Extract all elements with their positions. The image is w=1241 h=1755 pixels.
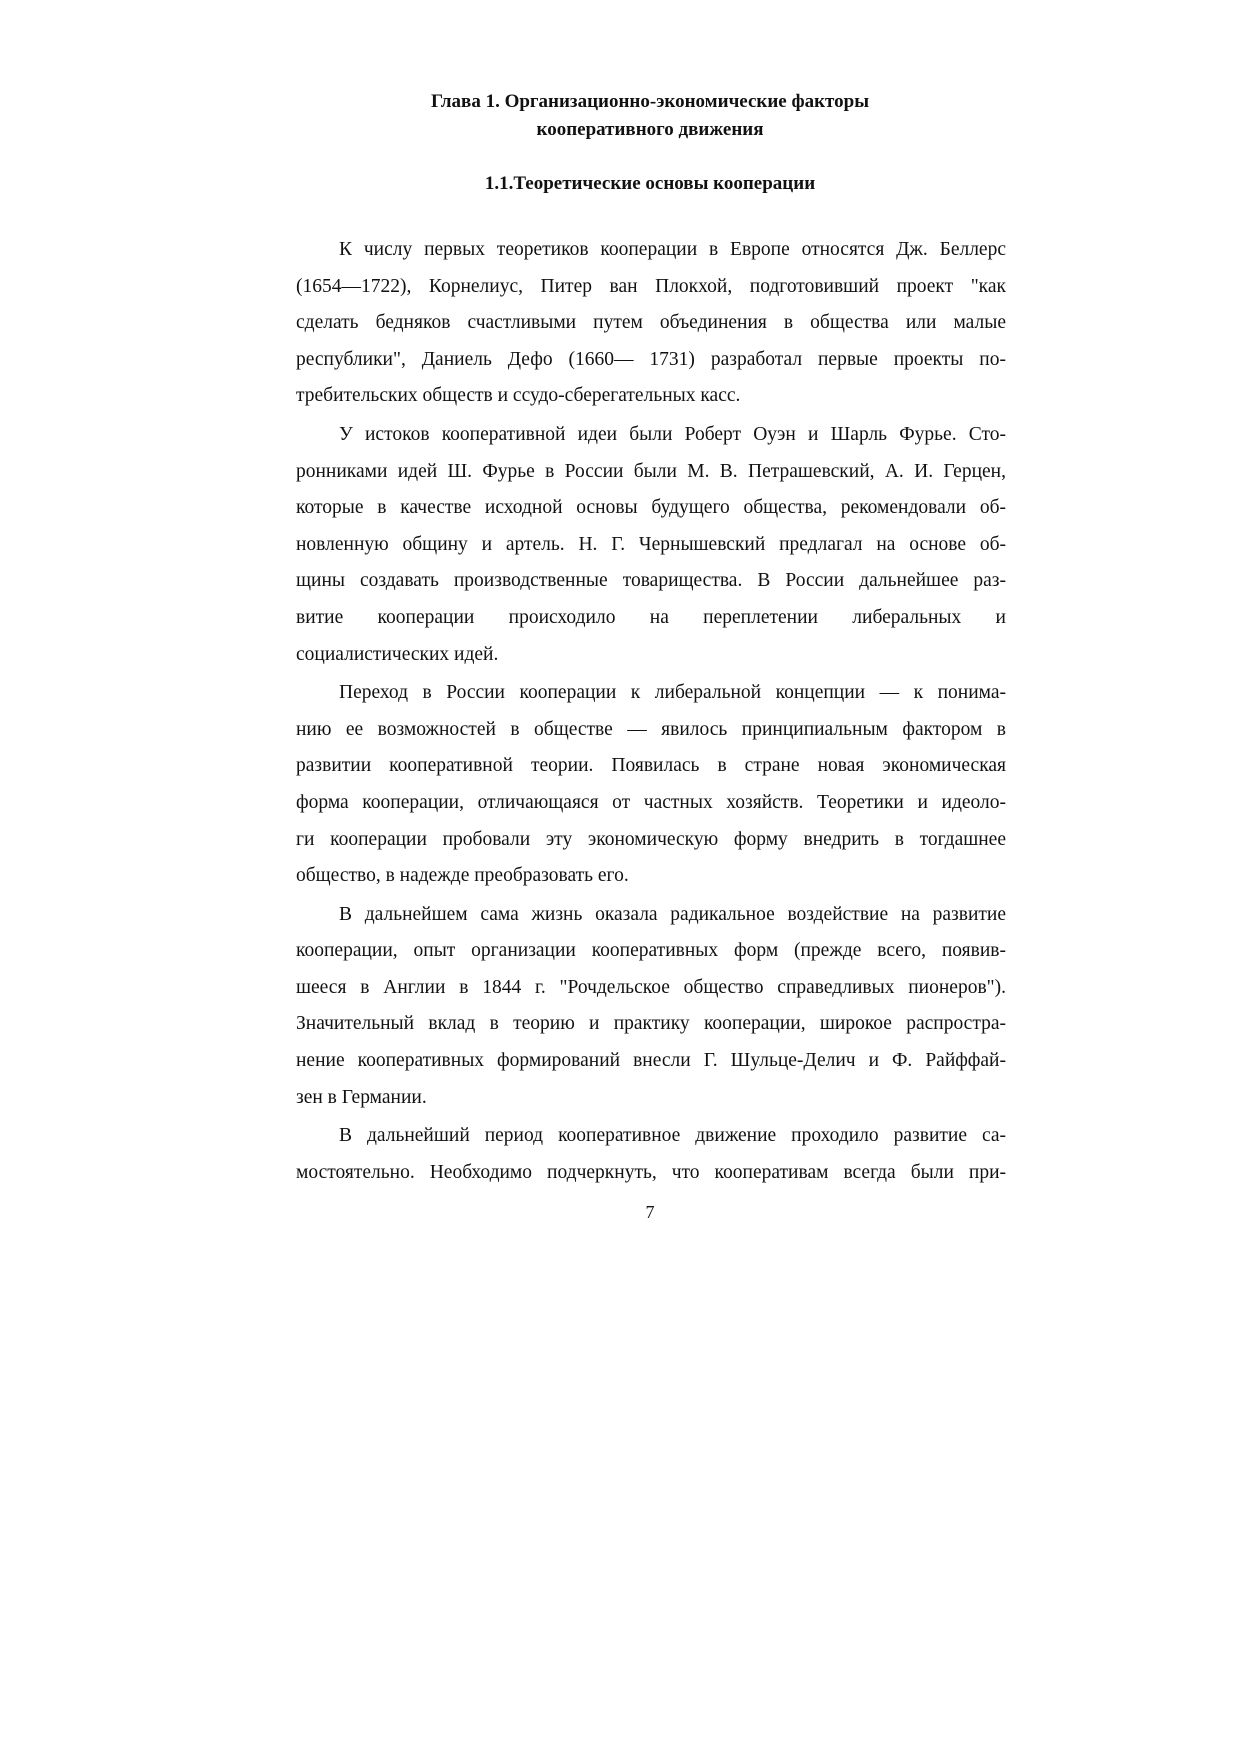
text-line: общество, в надежде преобразовать его. — [296, 865, 629, 887]
text-line: новленную общину и артель. Н. Г. Чернышевский предлагал на основе об- — [296, 533, 1006, 555]
text-line: требительских обществ и ссудо-сберегательных касс. — [296, 385, 741, 407]
text-line: нение кооперативных формирований внесли Г. Шульце-Делич и Ф. Райффай- — [296, 1050, 1006, 1072]
text-line: У истоков кооперативной идеи были Роберт Оуэн и Шарль Фурье. Сто- — [339, 423, 1006, 445]
page-number: 7 — [645, 1202, 655, 1222]
text-line: шееся в Англии в 1844 г. "Рочдельское общество справедливых пионеров"). — [296, 976, 1006, 998]
chapter-title — [290, 88, 1010, 144]
text-line: ги кооперации пробовали эту экономическую форму внедрить в тогдашнее — [296, 828, 1006, 850]
text-line: зен в Германии. — [296, 1086, 427, 1108]
chapter-title-line: Глава 1. Организационно-экономические факторы — [430, 91, 870, 112]
text-line: (1654—1722), Корнелиус, Питер ван Плокхой, подготовивший проект "как — [296, 275, 1006, 297]
text-line: социалистических идей. — [296, 643, 499, 665]
text-line: К числу первых теоретиков кооперации в Европе относятся Дж. Беллерс — [339, 239, 1006, 260]
text-line: щины создавать производственные товарищества. В России дальнейшее раз- — [296, 570, 1006, 592]
text-line: витие кооперации происходило на переплетении либеральных и — [296, 606, 1006, 628]
text-line: развитии кооперативной теории. Появилась в стране новая экономическая — [296, 755, 1006, 777]
paragraph — [296, 417, 1006, 673]
text-line: В дальнейший период кооперативное движение проходило развитие са- — [339, 1125, 1006, 1147]
text-line: В дальнейшем сама жизнь оказала радикальное воздействие на развитие — [339, 903, 1006, 925]
paragraph — [296, 1118, 1006, 1191]
paragraph — [296, 675, 1006, 895]
text-line: Переход в России кооперации к либеральной концепции — к понима- — [339, 682, 1006, 704]
text-line: республики", Даниель Дефо (1660— 1731) разработал первые проекты по- — [296, 348, 1006, 370]
text-line: которые в качестве исходной основы будущего общества, рекомендовали об- — [296, 497, 1006, 519]
text-line: Значительный вклад в теорию и практику кооперации, широкое распростра- — [296, 1013, 1006, 1035]
text-line: форма кооперации, отличающаяся от частных хозяйств. Теоретики и идеоло- — [296, 791, 1006, 813]
text-line: мостоятельно. Необходимо подчеркнуть, что кооперативам всегда были при- — [296, 1161, 1006, 1183]
paragraph — [296, 232, 1006, 415]
text-line: кооперации, опыт организации кооперативных форм (прежде всего, появив- — [296, 940, 1006, 962]
text-line: сделать бедняков счастливыми путем объединения в общества или малые — [296, 312, 1006, 334]
chapter-title-line: кооперативного движения — [536, 119, 764, 140]
text-line: нию ее возможностей в обществе — явилось принципиальным фактором в — [296, 718, 1006, 740]
text-line: ронниками идей Ш. Фурье в России были М. В. Петрашевский, А. И. Герцен, — [296, 460, 1006, 482]
body-text — [296, 232, 1006, 1193]
section-title: 1.1.Теоретические основы кооперации — [484, 173, 816, 194]
paragraph — [296, 897, 1006, 1117]
